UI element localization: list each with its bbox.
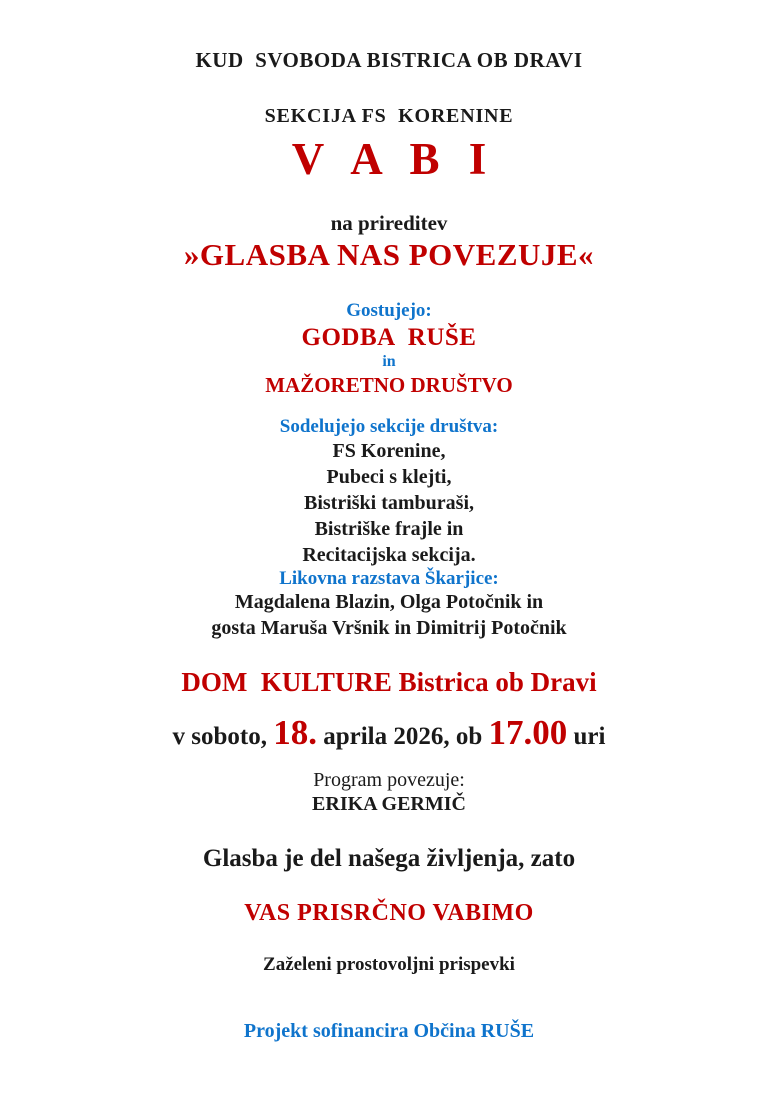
participant-item: FS Korenine, — [332, 439, 446, 462]
section-name: SEKCIJA FS KORENINE — [264, 105, 514, 128]
date-prefix: v soboto, — [172, 722, 274, 750]
event-datetime — [0, 711, 778, 759]
guests-conjunction: in — [382, 353, 396, 371]
guest-band-name: GODBA RUŠE — [301, 323, 477, 351]
participant-item: Recitacijska sekcija. — [302, 543, 476, 566]
date-day: 18. — [273, 712, 317, 752]
organization-name: KUD SVOBODA BISTRICA OB DRAVI — [195, 48, 583, 72]
guests-label: Gostujejo: — [346, 299, 432, 321]
invitation-line: VAS PRISRČNO VABIMO — [244, 900, 534, 927]
program-host-name: ERIKA GERMIČ — [312, 792, 466, 815]
event-intro: na prireditev — [330, 210, 448, 235]
invite-heading: V A B I — [291, 134, 496, 185]
event-title: »GLASBA NAS POVEZUJE« — [183, 237, 595, 273]
slogan: Glasba je del našega življenja, zato — [202, 844, 576, 872]
exhibition-artists-line1: Magdalena Blazin, Olga Potočnik in — [234, 591, 544, 614]
program-host-label: Program povezuje: — [313, 768, 465, 791]
participants-label: Sodelujejo sekcije društva: — [279, 415, 499, 437]
sponsor-note: Projekt sofinancira Občina RUŠE — [243, 1019, 535, 1042]
exhibition-artists-line2: gosta Maruša Vršnik in Dimitrij Potočnik — [211, 617, 567, 640]
participant-item: Pubeci s klejti, — [326, 465, 452, 488]
guest-majorettes-name: MAŽORETNO DRUŠTVO — [265, 372, 513, 397]
date-middle: aprila 2026, ob — [316, 722, 489, 750]
participant-item: Bistriške frajle in — [314, 517, 464, 540]
date-time: 17.00 — [488, 712, 568, 752]
donation-note: Zaželeni prostovoljni prispevki — [263, 953, 515, 975]
exhibition-label: Likovna razstava Škarjice: — [279, 567, 499, 589]
date-suffix: uri — [567, 722, 606, 750]
participant-item: Bistriški tamburaši, — [303, 491, 475, 514]
venue-name: DOM KULTURE Bistrica ob Dravi — [181, 667, 597, 698]
